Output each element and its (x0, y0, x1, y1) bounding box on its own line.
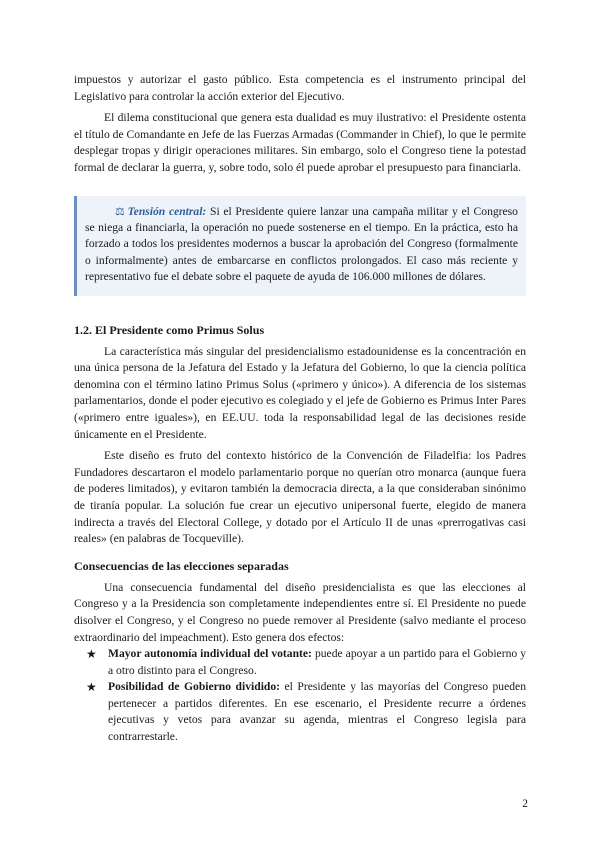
star-bullet-icon: ★ (86, 647, 97, 662)
page-body (74, 72, 526, 746)
scales-icon: ⚖ (115, 205, 126, 218)
section-paragraph-2: Este diseño es fruto del contexto histórico de la Convención de Filadelfia: los Padres Fundadores descartaron el modelo parlamentario porque no querían otro monarca (aunque fuera de poderes limitados), y evitaron también la democracia directa, a la que consideraban sinónimo de tiranía popular. La solución fue crear un ejecutivo unipersonal fuerte, elegido de manera indirecta a través del Electoral College, y dotado por el Artículo II de unas «prerrogativas casi reales» (en palabras de Tocqueville). (74, 449, 526, 546)
star-bullet-icon: ★ (86, 680, 97, 695)
intro-paragraph-2: El dilema constitucional que genera esta dualidad es muy ilustrativo: el Presidente ostenta el título de Comandante en Jefe de las Fuerzas Armadas (Commander in Chief), lo que le permite desplegar tropas y dirigir operaciones militares. Sin embargo, solo el Congreso tiene la potestad formal de declarar la guerra, y, sobre todo, solo él puede aprobar el presupuesto para financiarla. (74, 111, 526, 174)
page-number: 2 (522, 798, 528, 810)
subsection-heading: Consecuencias de las elecciones separadas (74, 558, 289, 573)
list-item-text: puede apoyar a un partido para el Gobierno y a otro distinto para el Congreso. (108, 647, 527, 677)
callout-paragraph (85, 204, 518, 286)
effects-list (74, 646, 526, 746)
list-item (74, 646, 526, 679)
subsection-paragraph: Una consecuencia fundamental del diseño presidencialista es que las elecciones al Congreso y a la Presidencia son completamente independientes entre sí. El Presidente no puede disolver el Congreso, y el Congreso no puede remover al Presidente (salvo mediante el proceso extraordinario del impeachment). Esto genera dos efectos: (74, 580, 526, 644)
callout-box (74, 196, 526, 296)
callout-text: Si el Presidente quiere lanzar una campaña militar y el Congreso se niega a financiarla, la operación no puede sostenerse en el tiempo. En la práctica, esto ha forzado a todos los presidentes modernos a buscar la aprobación del Congreso (formalmente o informalmente) antes de embarcarse en conflictos prolongados. El caso más reciente y representativo fue el debate sobre el paquete de ayuda de 106.000 millones de dólares. (85, 204, 518, 284)
callout-title: Tensión central: (127, 204, 207, 218)
intro-paragraph-1: impuestos y autorizar el gasto público. Esta competencia es el instrumento principal del Legislativo para controlar la acción exterior del Ejecutivo. (74, 73, 526, 103)
section-heading: 1.2. El Presidente como Primus Solus (74, 322, 265, 337)
list-item-lead: Mayor autonomía individual del votante: (108, 647, 312, 661)
list-item-lead: Posibilidad de Gobierno dividido: (108, 680, 281, 694)
list-item-text: el Presidente y las mayorías del Congreso pueden pertenecer a partidos diferentes. En ese escenario, el Presidente recurre a órdenes ejecutivas y vetos para avanzar su agenda, mientras el Congreso legisla para contrarrestarle. (108, 680, 526, 744)
list-item (74, 679, 526, 745)
section-paragraph-1: La característica más singular del presidencialismo estadounidense es la concentración en una única persona de la Jefatura del Estado y la Jefatura del Gobierno, lo que la ciencia política denomina con el término latino Primus Solus («primero y único»). A diferencia de los sistemas parlamentarios, donde el poder ejecutivo es colegiado y el jefe de Gobierno es Primus Inter Pares («primero entre iguales»), en EE.UU. toda la responsabilidad legal de las decisiones reside únicamente en el Presidente. (74, 344, 526, 441)
